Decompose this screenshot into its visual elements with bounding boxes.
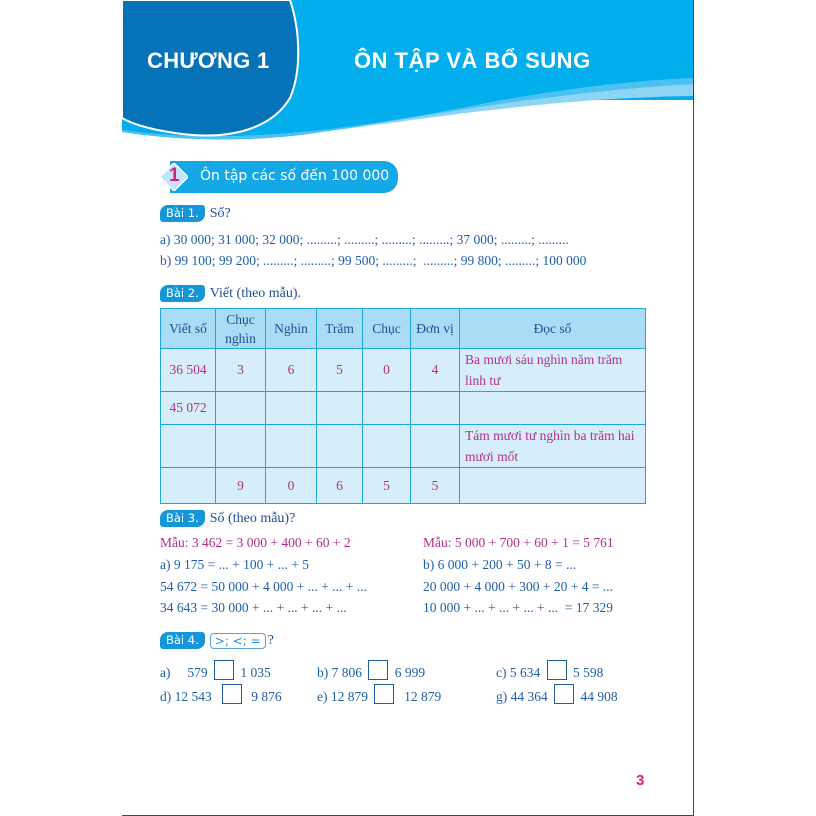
exercise-3-sample-left: Mẫu: 3 462 = 3 000 + 400 + 60 + 2: [160, 535, 351, 550]
cell: [411, 425, 460, 468]
right-number: 5 598: [573, 665, 604, 680]
exercise-1-line-a: a) 30 000; 31 000; 32 000; .........; .........; .........; .........; 37 000; .........; .........: [160, 232, 569, 247]
cell: [161, 468, 216, 504]
exercise-4-heading: [160, 632, 274, 649]
cell: [216, 392, 266, 425]
cell: 45 072: [161, 392, 216, 425]
col-header: Chục nghìn: [216, 309, 266, 349]
left-number: 12 879: [330, 689, 368, 704]
chapter-title: ÔN TẬP VÀ BỔ SUNG: [354, 48, 591, 73]
cell: [363, 392, 411, 425]
comparison-row: [160, 684, 680, 708]
answer-box[interactable]: [374, 684, 394, 704]
lesson-title: Ôn tập các số đến 100 000: [200, 168, 390, 184]
cell: 0: [266, 468, 317, 504]
col-header: Viết số: [161, 309, 216, 349]
table-row: [161, 392, 646, 425]
cell: 3: [216, 349, 266, 392]
cell: Ba mươi sáu nghìn năm trăm linh tư: [460, 349, 646, 392]
answer-box[interactable]: [222, 684, 242, 704]
exercise-3-line: 20 000 + 4 000 + 300 + 20 + 4 = ...: [423, 579, 613, 594]
page-number: 3: [636, 772, 645, 789]
cell: 36 504: [161, 349, 216, 392]
answer-box[interactable]: [547, 660, 567, 680]
right-number: 9 876: [251, 689, 282, 704]
exercise-badge: Bài 1.: [160, 205, 205, 222]
left-number: 579: [187, 665, 208, 680]
left-number: 5 634: [509, 665, 541, 680]
right-number: 1 035: [240, 665, 271, 680]
cell: 0: [363, 349, 411, 392]
item-label: b): [317, 665, 329, 680]
place-value-table: [160, 308, 646, 504]
comparison-item: [317, 684, 441, 705]
col-header: Trăm: [317, 309, 363, 349]
cell: [266, 425, 317, 468]
cell: [216, 425, 266, 468]
chapter-label: CHƯƠNG 1: [147, 48, 270, 73]
item-label: e): [317, 689, 328, 704]
comparison-item: [496, 660, 603, 681]
right-number: 12 879: [404, 689, 442, 704]
lesson-banner: [160, 161, 398, 193]
exercise-badge: Bài 3.: [160, 510, 205, 527]
exercise-1-heading: [160, 205, 231, 222]
left-number: 44 364: [510, 689, 548, 704]
exercise-3-line: a) 9 175 = ... + 100 + ... + 5: [160, 557, 309, 572]
exercise-prompt: ?: [267, 632, 274, 648]
comparison-item: [317, 660, 425, 681]
exercise-3-heading: [160, 510, 295, 527]
comparison-item: [160, 660, 271, 681]
cell: 5: [411, 468, 460, 504]
exercise-prompt: Viết (theo mẫu).: [209, 285, 302, 301]
left-number: 7 806: [331, 665, 362, 680]
comparison-row: [160, 660, 680, 684]
col-header: Nghìn: [266, 309, 317, 349]
comparison-item: [496, 684, 618, 705]
cell: [317, 392, 363, 425]
exercise-prompt: Số (theo mẫu)?: [209, 510, 296, 526]
item-label: a): [160, 665, 171, 680]
textbook-page: [122, 0, 694, 816]
cell: [363, 425, 411, 468]
cell: 6: [317, 468, 363, 504]
item-label: c): [496, 665, 507, 680]
answer-box[interactable]: [368, 660, 388, 680]
exercise-3-line: b) 6 000 + 200 + 50 + 8 = ...: [423, 557, 577, 572]
answer-box[interactable]: [554, 684, 574, 704]
cell: 6: [266, 349, 317, 392]
exercise-3-line: 10 000 + ... + ... + ... + ... = 17 329: [423, 600, 613, 615]
exercise-prompt: Số?: [209, 205, 231, 221]
cell: 9: [216, 468, 266, 504]
col-header: Đơn vị: [411, 309, 460, 349]
lesson-number: 1: [169, 165, 180, 186]
cell: [266, 392, 317, 425]
table-row: [161, 468, 646, 504]
cell: [460, 468, 646, 504]
col-header: Chục: [363, 309, 411, 349]
item-label: d): [160, 689, 172, 704]
exercise-2-heading: [160, 285, 301, 302]
right-number: 6 999: [394, 665, 426, 680]
comparison-item: [160, 684, 282, 705]
exercise-3-line: 54 672 = 50 000 + 4 000 + ... + ... + ...: [160, 579, 367, 594]
cell: [411, 392, 460, 425]
col-header: Đọc số: [460, 309, 646, 349]
exercise-badge: Bài 4.: [160, 632, 205, 649]
answer-box[interactable]: [214, 660, 234, 680]
right-number: 44 908: [580, 689, 618, 704]
chapter-header-banner: [122, 0, 693, 150]
cell: [460, 392, 646, 425]
cell: Tám mươi tư nghìn ba trăm hai mươi mốt: [460, 425, 646, 468]
table-row: [161, 425, 646, 468]
exercise-badge: Bài 2.: [160, 285, 205, 302]
cell: [161, 425, 216, 468]
cell: [317, 425, 363, 468]
cell: 5: [363, 468, 411, 504]
item-label: g): [496, 689, 508, 704]
exercise-3-line: 34 643 = 30 000 + ... + ... + ... + ...: [160, 600, 347, 615]
comparison-operators: >; <; =: [210, 633, 266, 649]
exercise-3-sample-right: Mẫu: 5 000 + 700 + 60 + 1 = 5 761: [423, 535, 614, 550]
cell: 4: [411, 349, 460, 392]
exercise-1-line-b: b) 99 100; 99 200; .........; .........; 99 500; .........; .........; 99 800; .........; 100 000: [160, 253, 587, 268]
table-header-row: [161, 309, 646, 349]
left-number: 12 543: [174, 689, 212, 704]
table-row: [161, 349, 646, 392]
cell: 5: [317, 349, 363, 392]
